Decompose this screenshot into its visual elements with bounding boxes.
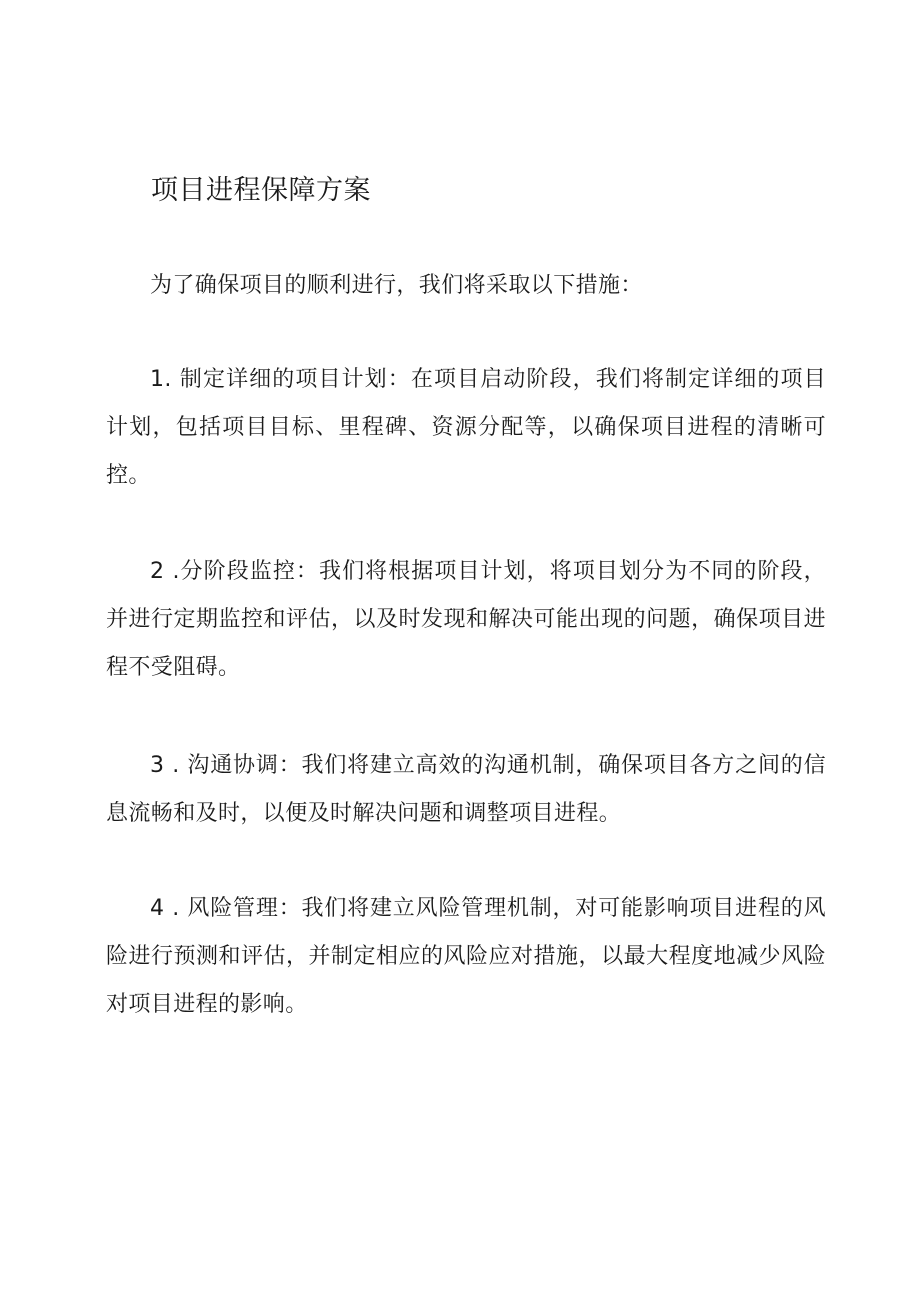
measure-item-3: 3 . 沟通协调：我们将建立高效的沟通机制，确保项目各方之间的信息流畅和及时，以便及时解决问题和调整项目进程。 — [106, 753, 826, 826]
measure-item-2: 2 .分阶段监控：我们将根据项目计划，将项目划分为不同的阶段，并进行定期监控和评估，以及时发现和解决可能出现的问题，确保项目进程不受阻碍。 — [106, 559, 826, 680]
measure-item-4: 4 . 风险管理：我们将建立风险管理机制，对可能影响项目进程的风险进行预测和评估，并制定相应的风险应对措施，以最大程度地减少风险对项目进程的影响。 — [106, 896, 826, 1017]
measure-item-1: 1. 制定详细的项目计划：在项目启动阶段，我们将制定详细的项目计划，包括项目目标、里程碑、资源分配等，以确保项目进程的清晰可控。 — [106, 367, 826, 488]
document-title: 项目进程保障方案 — [151, 175, 371, 206]
intro-paragraph: 为了确保项目的顺利进行，我们将采取以下措施： — [150, 273, 643, 298]
